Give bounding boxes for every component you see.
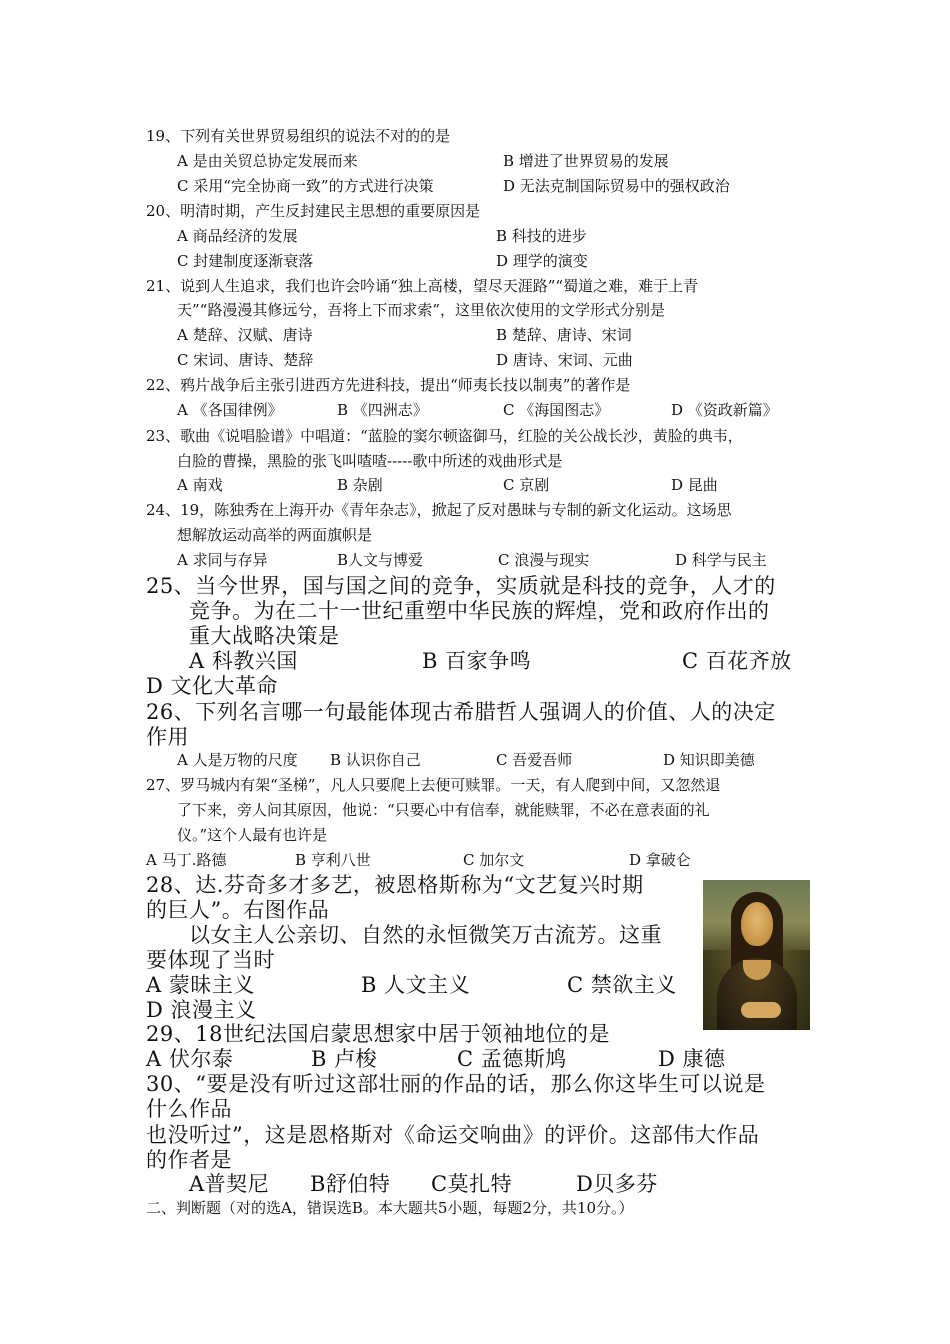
option-24b: B人文与博爱 <box>337 551 424 569</box>
option-23c: C 京剧 <box>503 476 550 494</box>
option-30a: A普契尼 <box>189 1172 270 1196</box>
option-25d: D 文化大革命 <box>146 674 279 698</box>
question-27-cont2: 仪。”这个人最有也许是 <box>177 826 328 844</box>
option-20a: A 商品经济的发展 <box>177 227 298 245</box>
question-25-cont2: 重大战略决策是 <box>189 624 340 648</box>
question-28-cont2: 以女主人公亲切、自然的永恒微笑万古流芳。这重 <box>189 923 662 947</box>
option-20d: D 理学的演变 <box>496 252 588 270</box>
question-25-cont: 竞争。为在二十一世纪重塑中华民族的辉煌，党和政府作出的 <box>189 599 770 623</box>
option-21d: D 唐诗、宋词、元曲 <box>496 351 633 369</box>
option-30d: D贝多芬 <box>576 1172 658 1196</box>
option-29b: B 卢梭 <box>311 1047 378 1071</box>
option-19d: D 无法克制国际贸易中的强权政治 <box>503 177 730 195</box>
question-27-cont: 了下来，旁人问其原因，他说：“只要心中有信奉，就能赎罪，不必在意表面的礼 <box>177 801 710 819</box>
option-24d: D 科学与民主 <box>675 551 767 569</box>
option-19b: B 增进了世界贸易的发展 <box>503 152 669 170</box>
option-19c: C 采用“完全协商一致”的方式进行决策 <box>177 177 434 195</box>
question-23-cont: 白脸的曹操，黑脸的张飞叫喳喳-----歌中所述的戏曲形式是 <box>177 452 563 470</box>
question-23: 23、歌曲《说唱脸谱》中唱道：“蓝脸的窦尔顿盗御马，红脸的关公战长沙，黄脸的典韦， <box>146 427 743 445</box>
question-27: 27、罗马城内有架“圣梯”，凡人只要爬上去便可赎罪。一天，有人爬到中间，又忽然退 <box>146 776 721 794</box>
option-22d: D 《资政新篇》 <box>671 401 778 419</box>
option-23a: A 南戏 <box>177 476 223 494</box>
option-29c: C 孟德斯鸠 <box>457 1047 567 1071</box>
option-27a: A 马丁.路德 <box>146 851 227 869</box>
question-28-cont3: 要体现了当时 <box>146 948 275 972</box>
question-21-cont: 天”“路漫漫其修远兮，吾将上下而求索”，这里依次使用的文学形式分别是 <box>177 301 666 319</box>
question-24: 24、19，陈独秀在上海开办《青年杂志》，掀起了反对愚昧与专制的新文化运动。这场思 <box>146 501 732 519</box>
question-22: 22、鸦片战争后主张引进西方先进科技，提出“师夷长技以制夷”的著作是 <box>146 376 631 394</box>
question-26-cont: 作用 <box>146 725 189 749</box>
option-26b: B 认识你自己 <box>330 751 421 769</box>
option-27b: B 亨利八世 <box>295 851 371 869</box>
option-29d: D 康德 <box>658 1047 726 1071</box>
option-30b: B舒伯特 <box>310 1172 391 1196</box>
question-30-cont2: 也没听过”，这是恩格斯对《命运交响曲》的评价。这部伟大作品 <box>146 1123 760 1147</box>
question-19: 19、下列有关世界贸易组织的说法不对的的是 <box>146 127 451 145</box>
option-21c: C 宋词、唐诗、楚辞 <box>177 351 314 369</box>
question-30: 30、“要是没有听过这部壮丽的作品的话，那么你这毕生可以说是 <box>146 1072 766 1096</box>
section-2-heading: 二、判断题（对的选A，错误选B。本大题共5小题，每题2分，共10分。） <box>146 1199 634 1217</box>
question-26: 26、下列名言哪一句最能体现古希腊哲人强调人的价值、人的决定 <box>146 700 776 724</box>
option-25c: C 百花齐放 <box>682 649 792 673</box>
option-26d: D 知识即美德 <box>663 751 755 769</box>
option-28a: A 蒙昧主义 <box>146 973 255 997</box>
option-22c: C 《海国图志》 <box>503 401 610 419</box>
option-24c: C 浪漫与现实 <box>498 551 590 569</box>
option-27c: C 加尔文 <box>463 851 525 869</box>
mona-lisa-image <box>703 880 810 1030</box>
option-30c: C莫扎特 <box>431 1172 513 1196</box>
option-21a: A 楚辞、汉赋、唐诗 <box>177 326 313 344</box>
option-19a: A 是由关贸总协定发展而来 <box>177 152 358 170</box>
question-28-cont: 的巨人”。右图作品 <box>146 898 330 922</box>
question-24-cont: 想解放运动高举的两面旗帜是 <box>177 526 373 544</box>
option-25b: B 百家争鸣 <box>422 649 532 673</box>
question-29: 29、18世纪法国启蒙思想家中居于领袖地位的是 <box>146 1022 610 1046</box>
option-27d: D 拿破仑 <box>629 851 691 869</box>
option-22a: A 《各国律例》 <box>177 401 283 419</box>
option-21b: B 楚辞、唐诗、宋词 <box>496 326 632 344</box>
option-28b: B 人文主义 <box>361 973 471 997</box>
question-30-cont3: 的作者是 <box>146 1148 232 1172</box>
option-22b: B 《四洲志》 <box>337 401 428 419</box>
option-28c: C 禁欲主义 <box>567 973 677 997</box>
option-24a: A 求同与存异 <box>177 551 268 569</box>
question-20: 20、明清时期，产生反封建民主思想的重要原因是 <box>146 202 481 220</box>
question-25: 25、当今世界，国与国之间的竞争，实质就是科技的竞争，人才的 <box>146 574 776 598</box>
question-28: 28、达.芬奇多才多艺，被恩格斯称为“文艺复兴时期 <box>146 873 644 897</box>
option-20c: C 封建制度逐渐衰落 <box>177 252 314 270</box>
option-23b: B 杂剧 <box>337 476 383 494</box>
option-23d: D 昆曲 <box>671 476 718 494</box>
option-20b: B 科技的进步 <box>496 227 587 245</box>
question-30-cont: 什么作品 <box>146 1097 232 1121</box>
question-21: 21、说到人生追求，我们也许会吟诵“独上高楼，望尽天涯路”“蜀道之难，难于上青 <box>146 277 699 295</box>
option-28d: D 浪漫主义 <box>146 998 257 1022</box>
option-26c: C 吾爱吾师 <box>496 751 573 769</box>
option-26a: A 人是万物的尺度 <box>177 751 298 769</box>
option-25a: A 科教兴国 <box>189 649 298 673</box>
option-29a: A 伏尔泰 <box>146 1047 234 1071</box>
